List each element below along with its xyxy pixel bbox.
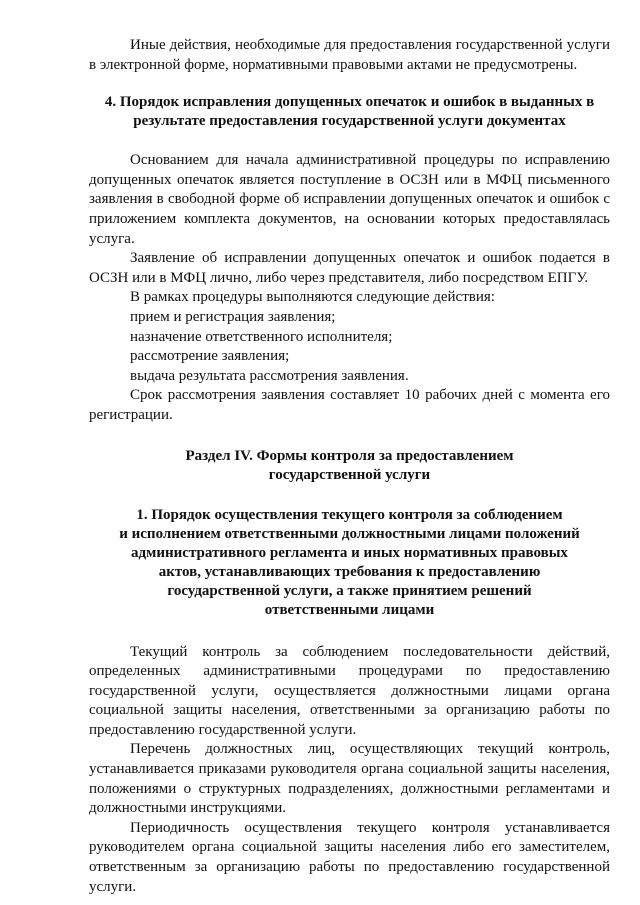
- section-iv-heading: [89, 447, 610, 485]
- paragraph-periodicity: Периодичность осуществления текущего контроля устанавливается руководителем органа социальной защиты населения либо его заместителем, ответственным за организацию работы по предоставлению государственной услуги.: [89, 819, 610, 895]
- heading-line: Раздел IV. Формы контроля за предоставлением: [185, 447, 514, 464]
- heading-line: 1. Порядок осуществления текущего контроля за соблюдением: [136, 506, 563, 523]
- paragraph-grounds: Основанием для начала административной процедуры по исправлению допущенных опечаток является поступление в ОСЗН или в МФЦ письменного заявления в свободной форме об исправлении допущенных опечаток и ошибок с приложением комплекта документов, на основании которых предоставлялась услуга.: [89, 152, 610, 247]
- document-page: [89, 36, 610, 897]
- list-item: выдача результата рассмотрения заявления.: [130, 367, 409, 384]
- heading-line: государственной услуги, а также принятием решений: [167, 582, 532, 599]
- paragraph-officials-list: Перечень должностных лиц, осуществляющих текущий контроль, устанавливается приказами руководителя органа социальной защиты населения, положениями о структурных подразделениях, должностными регламентами и должностными инструкциями.: [89, 741, 610, 817]
- list-item: прием и регистрация заявления;: [130, 308, 336, 325]
- intro-paragraph: Иные действия, необходимые для предоставления государственной услуги в электронной форме, нормативными правовыми актами не предусмотрены.: [89, 37, 610, 73]
- list-item: назначение ответственного исполнителя;: [130, 328, 393, 345]
- list-item: рассмотрение заявления;: [130, 348, 290, 365]
- heading-line: административного регламента и иных нормативных правовых: [131, 544, 568, 561]
- section-4-heading: [89, 93, 610, 131]
- heading-line: результате предоставления государственной услуги документах: [133, 113, 566, 130]
- heading-line: ответственными лицами: [264, 601, 435, 618]
- heading-line: актов, устанавливающих требования к предоставлению: [158, 563, 541, 580]
- heading-line: и исполнением ответственными должностными лицами положений: [119, 525, 580, 542]
- subsection-1-heading: [89, 506, 610, 620]
- heading-line: 4. Порядок исправления допущенных опечаток и ошибок в выданных в: [104, 94, 595, 111]
- paragraph-actions-intro: В рамках процедуры выполняются следующие действия:: [130, 289, 495, 306]
- heading-line: государственной услуги: [268, 466, 431, 483]
- paragraph-current-control: Текущий контроль за соблюдением последовательности действий, определенных административными процедурами по предоставлению государственной услуги, осуществляется должностными лицами органа социальной защиты населения, ответственными за организацию работы по предоставлению государственной услуги.: [89, 643, 610, 738]
- paragraph-application: Заявление об исправлении допущенных опечаток и ошибок подается в ОСЗН или в МФЦ лично, либо через представителя, либо посредством ЕПГУ.: [89, 250, 610, 286]
- paragraph-deadline: Срок рассмотрения заявления составляет 10 рабочих дней с момента его регистрации.: [89, 387, 610, 423]
